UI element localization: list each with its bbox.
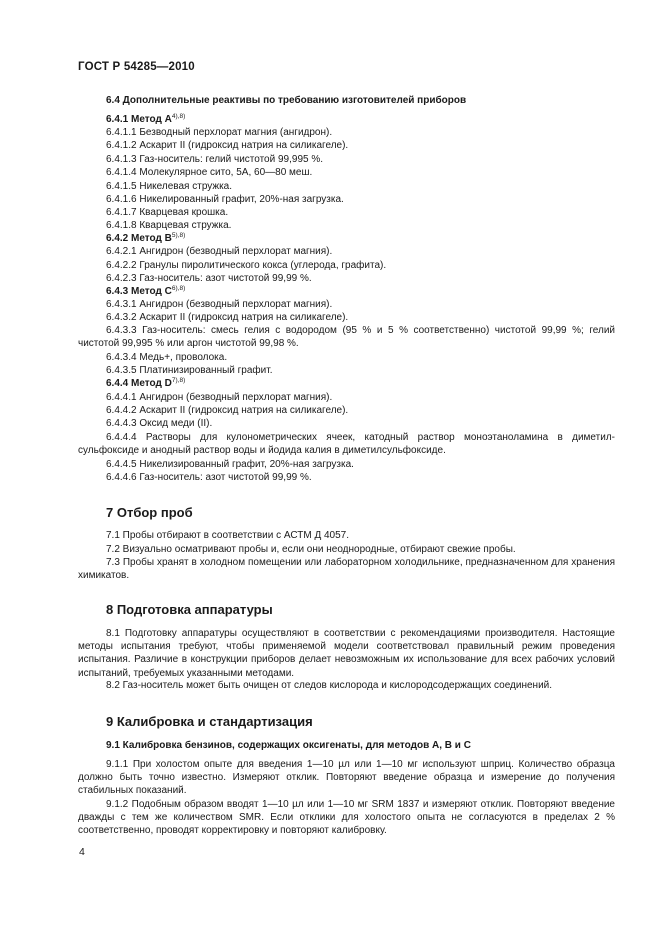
section-9-1-heading: 9.1 Калибровка бензинов, содержащих оксигенаты, для методов А, В и С [106,740,471,751]
para-7-3: 7.3 Пробы хранят в холодном помещении или лабораторном холодильнике, предназначенном для хранения химикатов. [78,557,615,582]
item-6-4-4-3: 6.4.4.3 Оксид меди (II). [106,418,213,429]
para-8-1: 8.1 Подготовку аппаратуры осуществляют в соответствии с рекомендациями производителя. Настоящие методы испытания требуют, чтобы применяемой модели соответствовал правильный режим проведения испытания. Различие в конструкции приборов делает невозможным их использование для всех рабочих условий испытаний, требуемых указанными методами. [78,628,615,679]
document-header: ГОСТ Р 54285—2010 [78,61,195,73]
item-6-4-3-1: 6.4.3.1 Ангидрон (безводный перхлорат магния). [106,299,333,310]
item-6-4-2-1: 6.4.2.1 Ангидрон (безводный перхлорат магния). [106,246,333,257]
item-6-4-4-5: 6.4.4.5 Никелизированный графит, 20%-ная загрузка. [106,459,354,470]
item-6-4-1-8: 6.4.1.8 Кварцевая стружка. [106,220,232,231]
item-6-4-1-1: 6.4.1.1 Безводный перхлорат магния (ангидрон). [106,127,333,138]
item-6-4-1-7: 6.4.1.7 Кварцевая крошка. [106,207,229,218]
method-c-footnote-ref: 6),8) [171,285,186,292]
method-d-footnote-ref: 7),8) [171,377,186,384]
item-6-4-3-4: 6.4.3.4 Медь+, проволока. [106,352,228,363]
item-6-4-3-5: 6.4.3.5 Платинизированный графит. [106,365,273,376]
method-a-footnote-ref: 4),8) [171,113,186,120]
para-9-1-1: 9.1.1 При холостом опыте для введения 1—10 µл или 1—10 мг используют шприц. Количество образца должно быть точно известно. Измеряют отклик. Повторяют введение образца и измерение до получения стабильных показаний. [78,759,615,797]
para-9-1-2: 9.1.2 Подобным образом вводят 1—10 µл или 1—10 мг SRM 1837 и измеряют отклик. Повторяют введение дважды с тем же количеством SMR. Если отклики для холостого опыта не согласуются в пределах 2 % соответственно, проводят корректировку и повторяют калибровку. [78,799,615,837]
item-6-4-1-2: 6.4.1.2 Аскарит II (гидроксид натрия на силикагеле). [106,140,349,151]
item-6-4-2-2: 6.4.2.2 Гранулы пиролитического кокса (углерода, графита). [106,260,387,271]
item-6-4-1-3: 6.4.1.3 Газ-носитель: гелий чистотой 99,995 %. [106,154,324,165]
method-d-heading: 6.4.4 Метод $D^{7),8)}$ [106,377,186,389]
method-b-footnote-ref: 5),8) [171,232,186,239]
item-6-4-1-4: 6.4.1.4 Молекулярное сито, 5А, 60—80 меш. [106,167,313,178]
item-6-4-4-4: 6.4.4.4 Растворы для кулонометрических ячеек, катодный раствор моноэтаноламина в диметил-сульфоксиде и анодный раствор воды и йодида калия в диметилсульфоксиде. [78,432,615,457]
item-6-4-4-1: 6.4.4.1 Ангидрон (безводный перхлорат магния). [106,392,333,403]
item-6-4-2-3: 6.4.2.3 Газ-носитель: азот чистотой 99,99 %. [106,273,312,284]
section-7-heading: 7 Отбор проб [106,505,193,520]
method-c-heading: 6.4.3 Метод $С^{6),8)}$ [106,285,186,297]
method-b-heading: 6.4.2 Метод $В^{5),8)}$ [106,232,186,244]
section-9-heading: 9 Калибровка и стандартизация [106,714,313,729]
para-7-2: 7.2 Визуально осматривают пробы и, если они неоднородные, отбирают свежие пробы. [106,544,516,555]
para-7-1: 7.1 Пробы отбирают в соответствии с АСТМ Д 4057. [106,530,350,541]
para-8-2: 8.2 Газ-носитель может быть очищен от следов кислорода и кислородсодержащих соединений. [106,680,553,691]
item-6-4-1-6: 6.4.1.6 Никелированный графит, 20%-ная загрузка. [106,194,344,205]
section-8-heading: 8 Подготовка аппаратуры [106,602,273,617]
method-a-heading: 6.4.1 Метод $А^{4),8)}$ [106,113,186,125]
item-6-4-1-5: 6.4.1.5 Никелевая стружка. [106,181,233,192]
section-6-4-heading: 6.4 Дополнительные реактивы по требованию изготовителей приборов [106,95,467,106]
page-number: 4 [79,846,85,858]
item-6-4-3-3: 6.4.3.3 Газ-носитель: смесь гелия с водородом (95 % и 5 % соответственно) чистотой 99,99 %; гелий чистотой 99,995 % или аргон чистотой 99,98 %. [78,325,615,350]
item-6-4-4-6: 6.4.4.6 Газ-носитель: азот чистотой 99,99 %. [106,472,312,483]
item-6-4-4-2: 6.4.4.2 Аскарит II (гидроксид натрия на силикагеле). [106,405,349,416]
item-6-4-3-2: 6.4.3.2 Аскарит II (гидроксид натрия на силикагеле). [106,312,349,323]
